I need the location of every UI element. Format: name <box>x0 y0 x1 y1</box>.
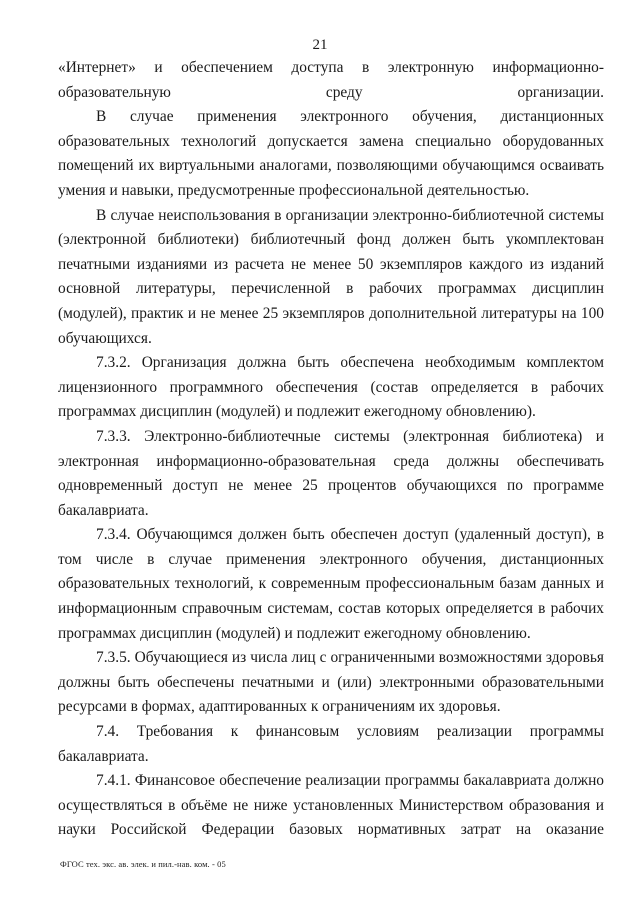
paragraph-continuation: «Интернет» и обеспечением доступа в электронную информационно-образовательную среду организации. <box>58 59 604 101</box>
page-number: 21 <box>312 37 328 53</box>
paragraph-7-3-5: 7.3.5. Обучающиеся из числа лиц с ограниченными возможностями здоровья должны быть обеспечены печатными и (или) электронными образовательными ресурсами в формах, адаптированных к ограничениям их здоровья. <box>58 649 604 716</box>
paragraph-7-3-3: 7.3.3. Электронно-библиотечные системы (электронная библиотека) и электронная информационно-образовательная среда должны обеспечивать одновременный доступ не менее 25 процентов обучающихся по программе бакалавриата. <box>58 427 604 519</box>
page-footer: ФГОС тех. экс. ав. элек. и пил.-нав. ком. - 05 <box>60 859 226 869</box>
paragraph-7-3-2: 7.3.2. Организация должна быть обеспечена необходимым комплектом лицензионного программного обеспечения (состав определяется в рабочих программах дисциплин (модулей) и подлежит ежегодному обновлению). <box>58 354 604 421</box>
paragraph-7-4-1: 7.4.1. Финансовое обеспечение реализации программы бакалавриата должно осуществляться в объёме не ниже установленных Министерством образования и науки Российской Федерации базовых нормативных затрат на оказание <box>58 772 604 839</box>
paragraph-7-3-4: 7.3.4. Обучающимся должен быть обеспечен доступ (удаленный доступ), в том числе в случае применения электронного обучения, дистанционных образовательных технологий, к современным профессиональным базам данных и информационным справочным системам, состав которых определяется в рабочих программах дисциплин (модулей) и подлежит ежегодному обновлению. <box>58 526 604 642</box>
paragraph-7-4: 7.4. Требования к финансовым условиям реализации программы бакалавриата. <box>58 723 604 765</box>
document-body <box>58 56 604 843</box>
paragraph-library-fund: В случае неиспользования в организации электронно-библиотечной системы (электронной библиотеки) библиотечный фонд должен быть укомплектован печатными изданиями из расчета не менее 50 экземпляров каждого из изданий основной литературы, перечисленной в рабочих программах дисциплин (модулей), практик и не менее 25 экземпляров дополнительной литературы на 100 обучающихся. <box>58 206 604 347</box>
paragraph-classrooms: В случае применения электронного обучения, дистанционных образовательных технологий допускается замена специально оборудованных помещений их виртуальными аналогами, позволяющими обучающимся осваивать умения и навыки, предусмотренные профессиональной деятельностью. <box>58 108 604 199</box>
